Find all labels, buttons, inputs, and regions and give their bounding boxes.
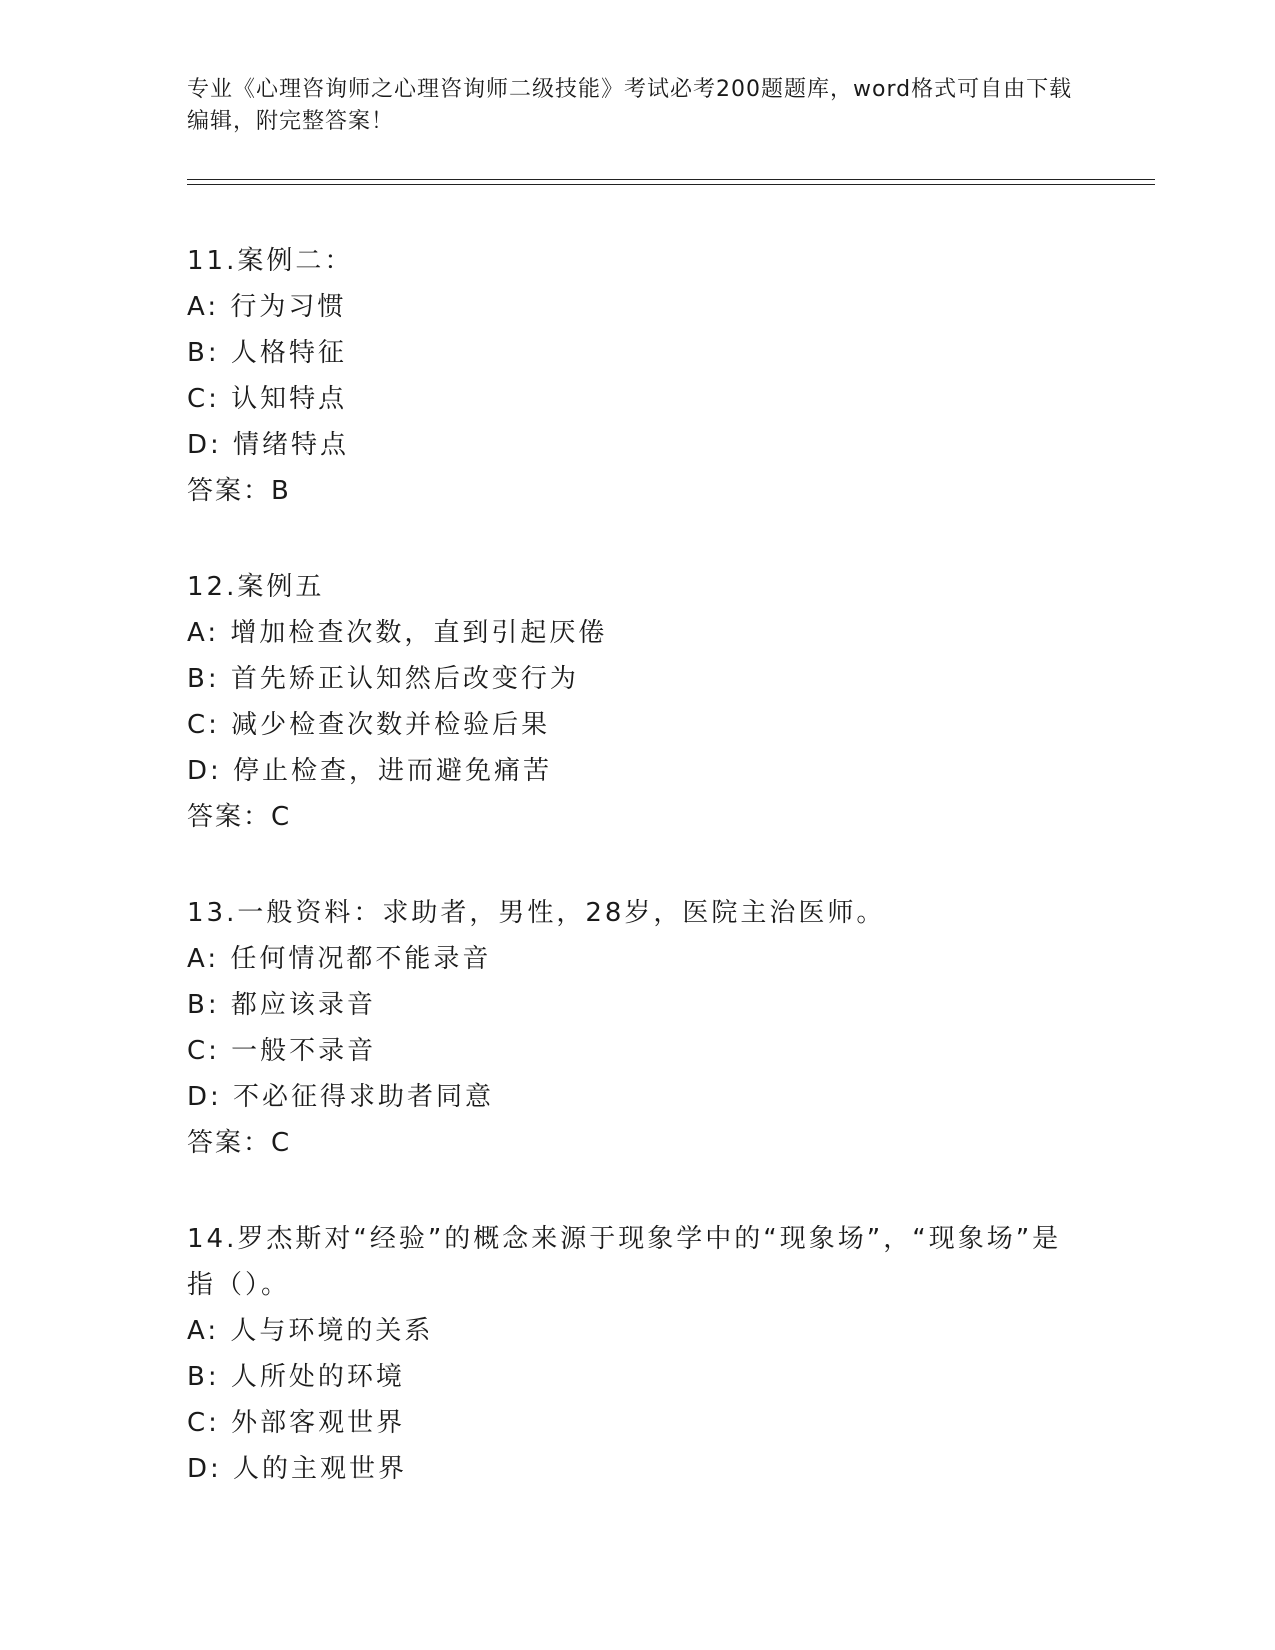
- option-c: C: 外部客观世界: [187, 1408, 406, 1438]
- document-header: 专业《心理咨询师之心理咨询师二级技能》考试必考200题题库，word格式可自由下载编辑，附完整答案！: [187, 77, 1073, 134]
- question-13: [187, 890, 1087, 1166]
- question-stem: 13.一般资料：求助者，男性，28岁，医院主治医师。: [187, 898, 886, 928]
- option-d: D: 停止检查，进而避免痛苦: [187, 756, 553, 786]
- option-a: A: 行为习惯: [187, 292, 347, 322]
- answer-line: 答案：C: [187, 1128, 292, 1158]
- header-divider-bottom: [187, 184, 1155, 185]
- option-b: B: 人格特征: [187, 338, 347, 368]
- question-11: [187, 238, 1087, 514]
- question-stem: 12.案例五: [187, 572, 325, 602]
- option-d: D: 不必征得求助者同意: [187, 1082, 495, 1112]
- option-b: B: 都应该录音: [187, 990, 376, 1020]
- option-a: A: 任何情况都不能录音: [187, 944, 492, 974]
- option-b: B: 人所处的环境: [187, 1362, 405, 1392]
- question-list: [187, 238, 1087, 1542]
- option-c: C: 认知特点: [187, 384, 348, 414]
- question-stem: 11.案例二：: [187, 246, 354, 276]
- option-a: A: 增加检查次数，直到引起厌倦: [187, 618, 608, 648]
- header-divider-top: [187, 179, 1155, 180]
- option-d: D: 情绪特点: [187, 430, 350, 460]
- option-b: B: 首先矫正认知然后改变行为: [187, 664, 579, 694]
- option-c: C: 一般不录音: [187, 1036, 377, 1066]
- answer-line: 答案：C: [187, 802, 292, 832]
- question-12: [187, 564, 1087, 840]
- answer-line: 答案：B: [187, 476, 291, 506]
- option-a: A: 人与环境的关系: [187, 1316, 434, 1346]
- option-c: C: 减少检查次数并检验后果: [187, 710, 551, 740]
- option-d: D: 人的主观世界: [187, 1454, 408, 1484]
- question-14: [187, 1216, 1087, 1492]
- question-stem: 14.罗杰斯对“经验”的概念来源于现象学中的“现象场”，“现象场”是指（）。: [187, 1224, 1062, 1300]
